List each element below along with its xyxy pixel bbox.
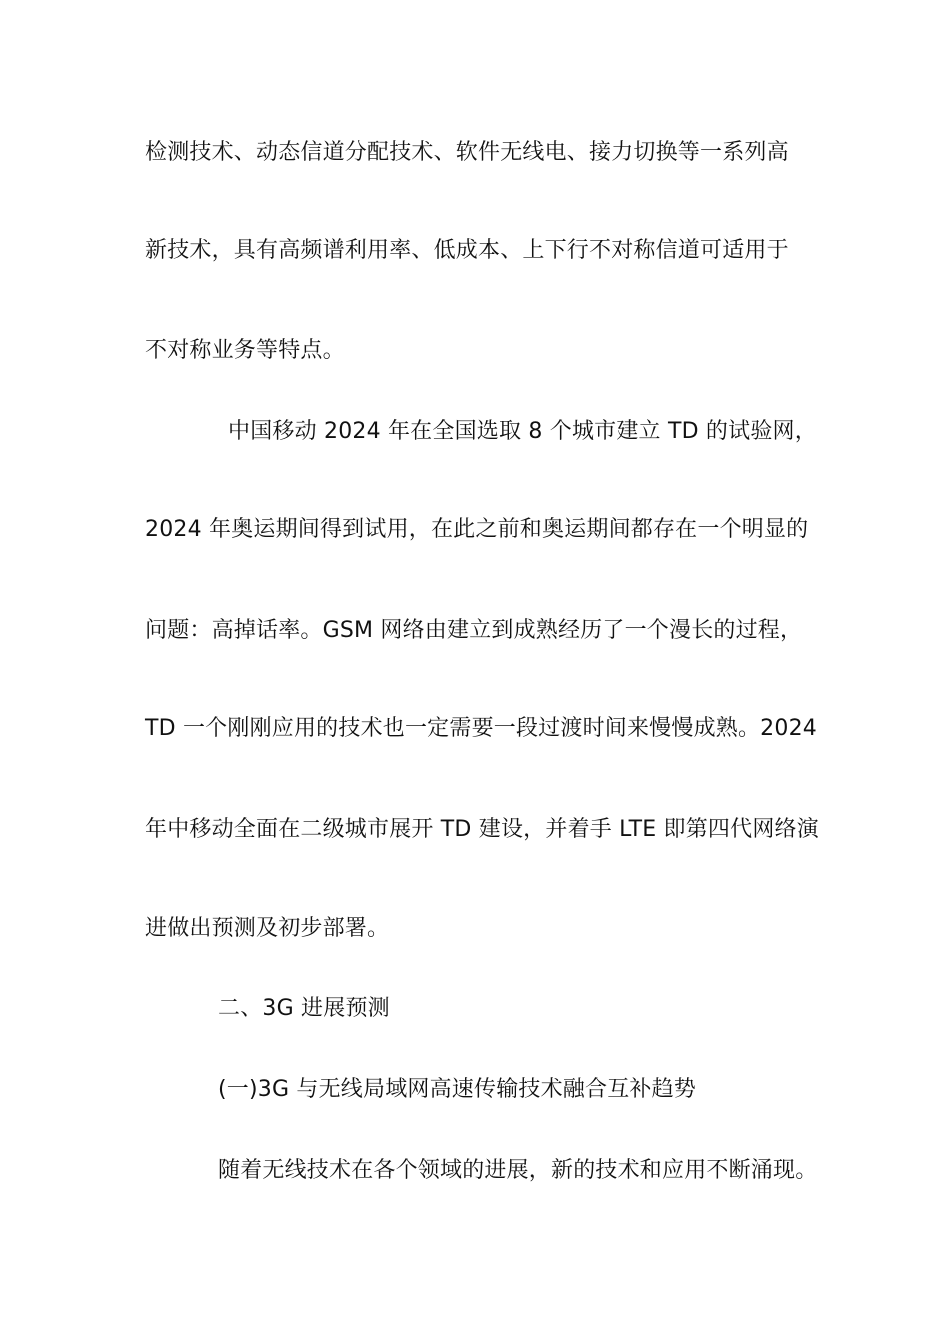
paragraph-3-line-1: 随着无线技术在各个领域的进展，新的技术和应用不断涌现。 bbox=[218, 1158, 818, 1183]
paragraph-1-line-2: 新技术，具有高频谱利用率、低成本、上下行不对称信道可适用于 bbox=[145, 238, 789, 263]
subsection-heading: (一)3G 与无线局域网高速传输技术融合互补趋势 bbox=[218, 1077, 697, 1102]
paragraph-2-line-5: 年中移动全面在二级城市展开 TD 建设，并着手 LTE 即第四代网络演 bbox=[145, 817, 819, 842]
paragraph-2-line-4: TD 一个刚刚应用的技术也一定需要一段过渡时间来慢慢成熟。2024 bbox=[145, 716, 817, 741]
paragraph-2-line-1: 中国移动 2024 年在全国选取 8 个城市建立 TD 的试验网， bbox=[228, 419, 817, 444]
section-heading: 二、3G 进展预测 bbox=[218, 996, 390, 1021]
paragraph-2-line-6: 进做出预测及初步部署。 bbox=[145, 916, 390, 941]
paragraph-2-line-2: 2024 年奥运期间得到试用，在此之前和奥运期间都存在一个明显的 bbox=[145, 517, 809, 542]
paragraph-2-line-3: 问题：高掉话率。GSM 网络由建立到成熟经历了一个漫长的过程， bbox=[145, 618, 803, 643]
paragraph-1-line-1: 检测技术、动态信道分配技术、软件无线电、接力切换等一系列高 bbox=[145, 140, 789, 165]
paragraph-1-line-3: 不对称业务等特点。 bbox=[145, 338, 345, 363]
